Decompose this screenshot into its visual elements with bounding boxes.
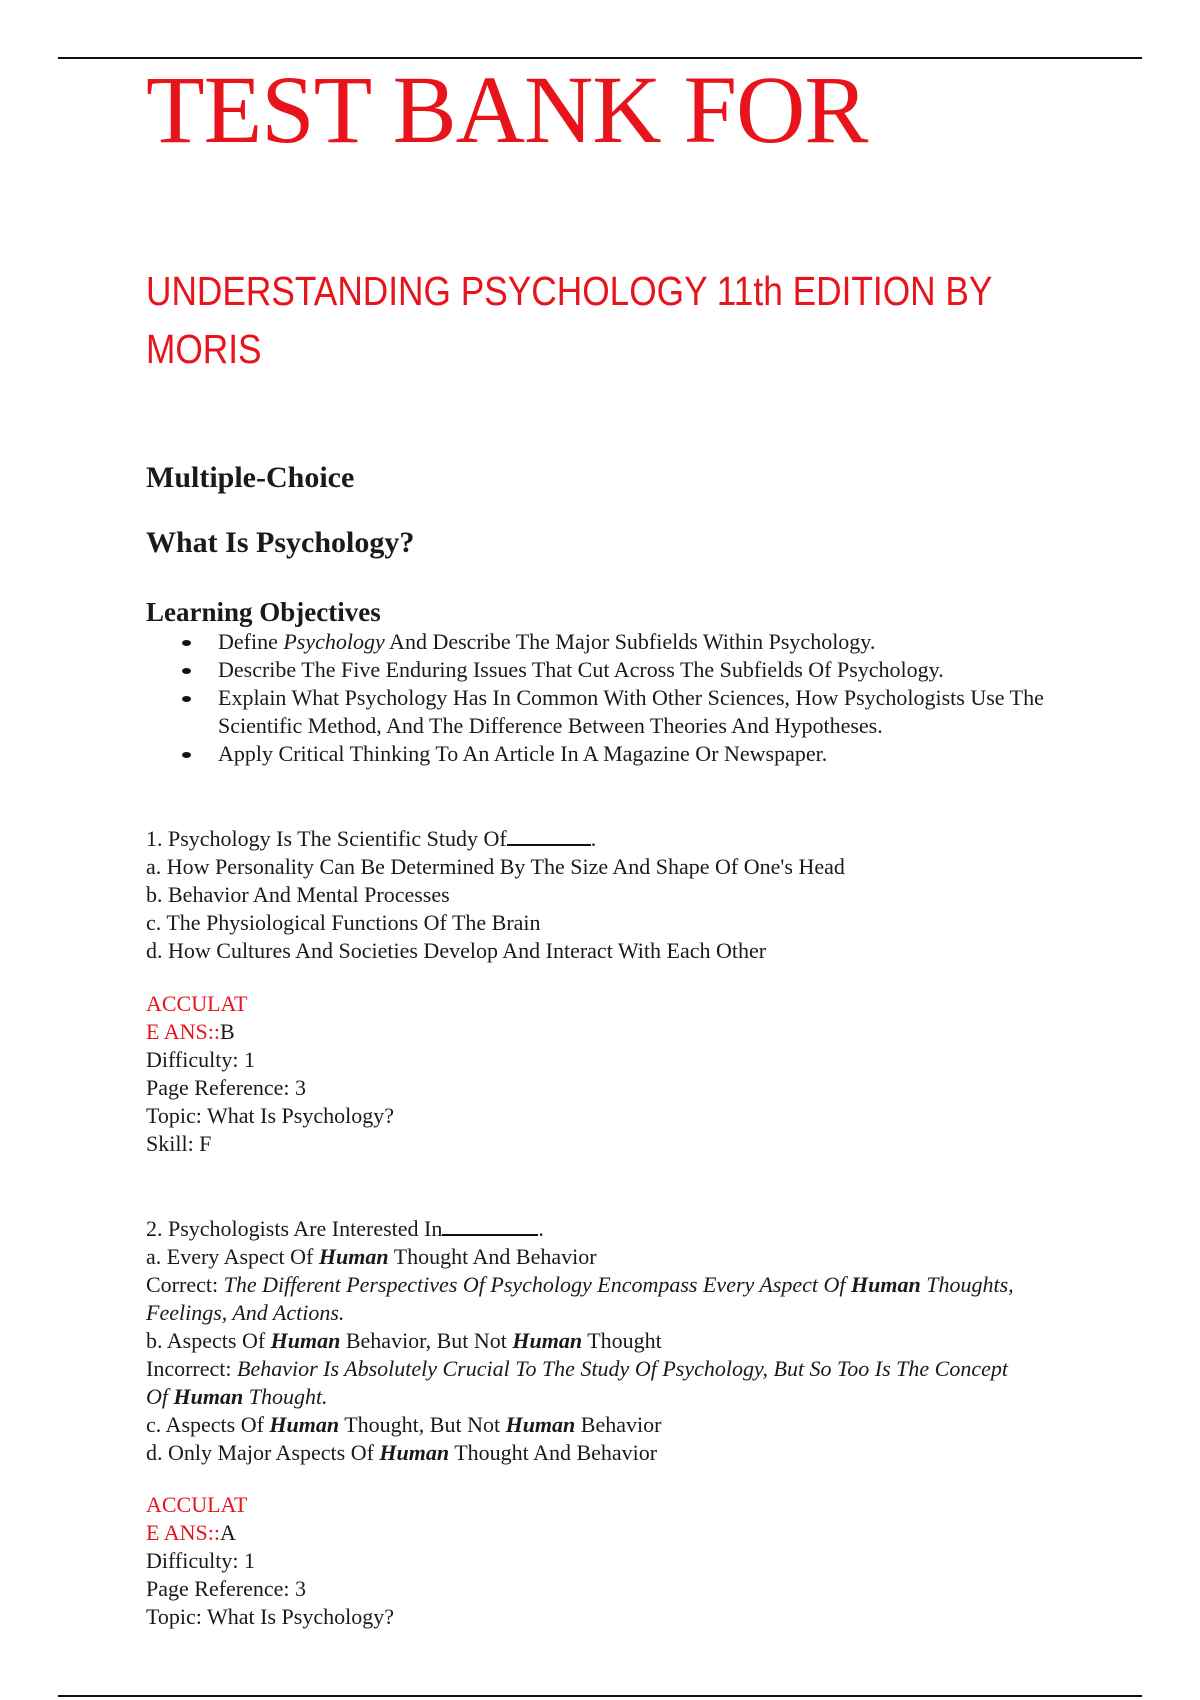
question-2 — [146, 1214, 1106, 1467]
option-a: a. How Personality Can Be Determined By The Size And Shape Of One's Head — [146, 854, 845, 879]
bottom-rule — [58, 1695, 1142, 1697]
doc-title: TEST BANK FOR — [146, 56, 868, 163]
difficulty: Difficulty: 1 — [146, 1047, 255, 1072]
objective-item — [182, 684, 1102, 740]
objective-item — [182, 628, 1102, 656]
option-d: d. Only Major Aspects Of Human Thought And Behavior — [146, 1440, 658, 1465]
answer-label-line2: E ANS::B — [146, 1019, 235, 1044]
objectives-list — [182, 628, 1102, 768]
doc-subtitle: UNDERSTANDING PSYCHOLOGY 11th EDITION BY MORIS — [146, 268, 992, 372]
answer-blank — [442, 1214, 538, 1236]
question-stem: 1. Psychology Is The Scientific Study Of . — [146, 826, 597, 851]
answer-letter: A — [219, 1520, 236, 1545]
answer-label-line1: ACCULAT — [146, 1492, 248, 1517]
option-d: d. How Cultures And Societies Develop And Interact With Each Other — [146, 938, 767, 963]
objective-text: Explain What Psychology Has In Common With Other Sciences, How Psychologists Use The Scientific Method, And The Difference Between Theories And Hypotheses. — [218, 685, 1044, 738]
objective-item — [182, 656, 1102, 684]
objective-text: Describe The Five Enduring Issues That Cut Across The Subfields Of Psychology. — [218, 657, 944, 682]
answer-block-1 — [146, 990, 1106, 1158]
page-reference: Page Reference: 3 — [146, 1576, 307, 1601]
feedback-correct-cont: Feelings, And Actions. — [146, 1300, 345, 1325]
topic: Topic: What Is Psychology? — [146, 1604, 394, 1629]
answer-block-2 — [146, 1491, 1106, 1631]
feedback-correct: Correct: The Different Perspectives Of Psychology Encompass Every Aspect Of Human Thoughts, — [146, 1272, 1014, 1297]
feedback-incorrect-cont: Of Human Thought. — [146, 1384, 328, 1409]
answer-label-line1: ACCULAT — [146, 991, 248, 1016]
difficulty: Difficulty: 1 — [146, 1548, 255, 1573]
skill: Skill: F — [146, 1131, 212, 1156]
objective-text: And Describe The Major Subfields Within Psychology. — [384, 629, 876, 654]
answer-letter: B — [219, 1019, 235, 1044]
section-heading: Multiple-Choice — [146, 461, 355, 494]
chapter-heading: What Is Psychology? — [146, 526, 415, 559]
option-b: b. Aspects Of Human Behavior, But Not Human Thought — [146, 1328, 662, 1353]
option-c: c. The Physiological Functions Of The Brain — [146, 910, 541, 935]
objective-item — [182, 740, 1102, 768]
answer-blank — [507, 824, 591, 846]
objective-text: Define — [218, 629, 284, 654]
option-a: a. Every Aspect Of Human Thought And Behavior — [146, 1244, 597, 1269]
answer-label-line2: E ANS::A — [146, 1520, 236, 1545]
question-1 — [146, 824, 1106, 965]
topic: Topic: What Is Psychology? — [146, 1103, 394, 1128]
option-b: b. Behavior And Mental Processes — [146, 882, 450, 907]
objectives-heading: Learning Objectives — [146, 597, 381, 627]
objective-text: Apply Critical Thinking To An Article In A Magazine Or Newspaper. — [218, 741, 828, 766]
objective-term: Psychology — [283, 629, 385, 654]
question-stem: 2. Psychologists Are Interested In . — [146, 1216, 544, 1241]
page-reference: Page Reference: 3 — [146, 1075, 307, 1100]
feedback-incorrect: Incorrect: Behavior Is Absolutely Crucial To The Study Of Psychology, But So Too Is The Concept — [146, 1356, 1008, 1381]
option-c: c. Aspects Of Human Thought, But Not Human Behavior — [146, 1412, 662, 1437]
